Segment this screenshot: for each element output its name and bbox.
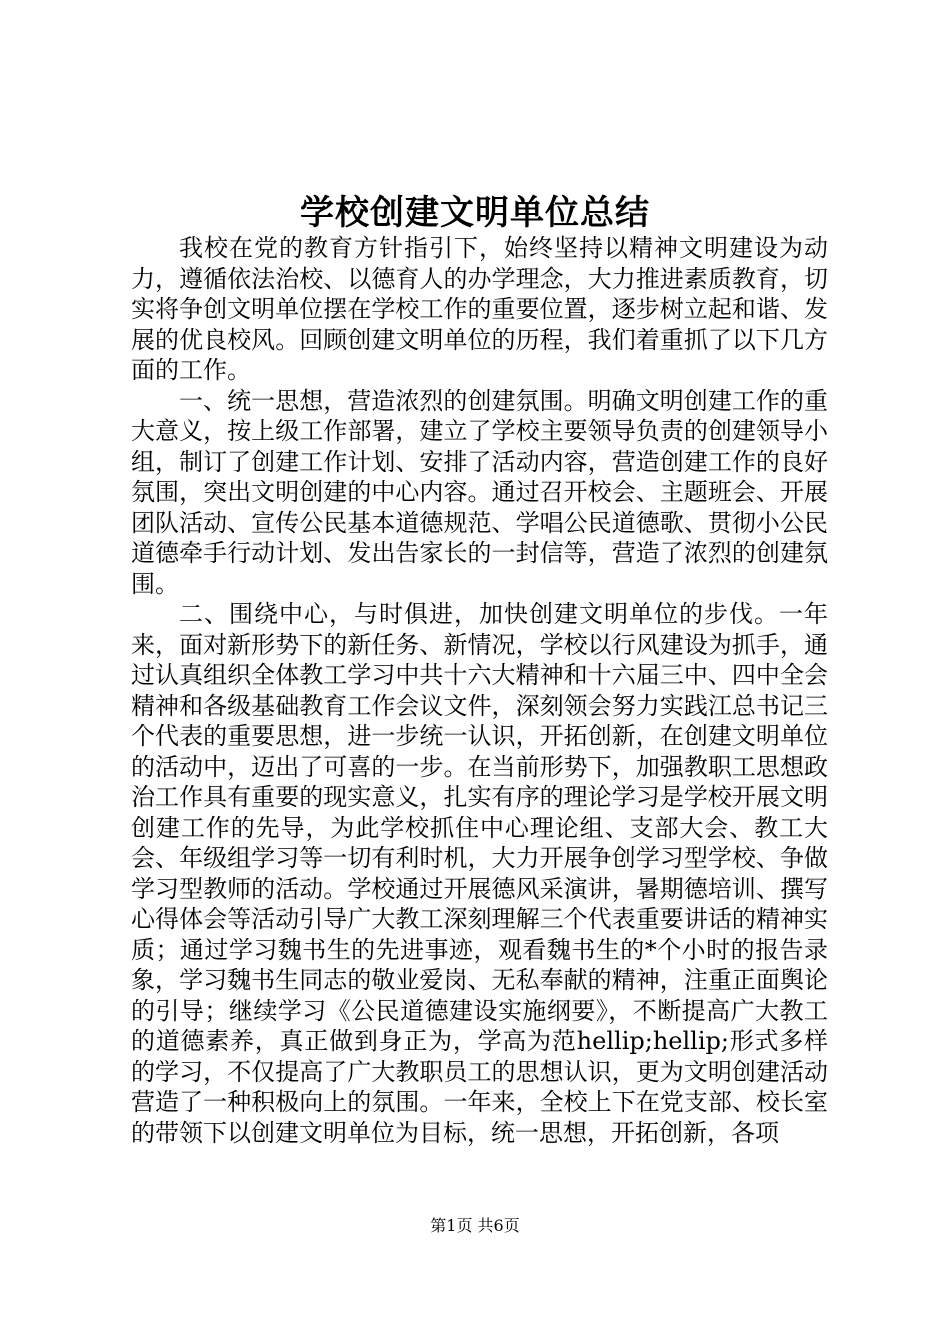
document-body [131, 233, 828, 1148]
paragraph-section-two: 二、围绕中心，与时俱进，加快创建文明单位的步伐。一年来，面对新形势下的新任务、新情况，学校以行风建设为抓手，通过认真组织全体教工学习中共十六大精神和十六届三中、四中全会精神和各级基础教育工作会议文件，深刻领会努力实践江总书记三个代表的重要思想，进一步统一认识，开拓创新，在创建文明单位的活动中，迈出了可喜的一步。在当前形势下，加强教职工思想政治工作具有重要的现实意义，扎实有序的理论学习是学校开展文明创建工作的先导，为此学校抓住中心理论组、支部大会、教工大会、年级组学习等一切有利时机，大力开展争创学习型学校、争做学习型教师的活动。学校通过开展德风采演讲，暑期德培训、撰写心得体会等活动引导广大教工深刻理解三个代表重要讲话的精神实质；通过学习魏书生的先进事迹，观看魏书生的*个小时的报告录象，学习魏书生同志的敬业爱岗、无私奉献的精神，注重正面舆论的引导；继续学习《公民道德建设实施纲要》，不断提高广大教工的道德素养，真正做到身正为，学高为范hellip;hellip;形式多样的学习，不仅提高了广大教职员工的思想认识，更为文明创建活动营造了一种积极向上的氛围。一年来，全校上下在党支部、校长室的带领下以创建文明单位为目标，统一思想，开拓创新，各项 [131, 600, 828, 1147]
paragraph-intro: 我校在党的教育方针指引下，始终坚持以精神文明建设为动力，遵循依法治校、以德育人的办学理念，大力推进素质教育，切实将争创文明单位摆在学校工作的重要位置，逐步树立起和谐、发展的优良校风。回顾创建文明单位的历程，我们着重抓了以下几方面的工作。 [131, 234, 828, 384]
paragraph-section-one: 一、统一思想，营造浓烈的创建氛围。明确文明创建工作的重大意义，按上级工作部署，建立了学校主要领导负责的创建领导小组，制订了创建工作计划、安排了活动内容，营造创建工作的良好氛围，突出文明创建的中心内容。通过召开校会、主题班会、开展团队活动、宣传公民基本道德规范、学唱公民道德歌、贯彻小公民道德牵手行动计划、发出告家长的一封信等，营造了浓烈的创建氛围。 [131, 386, 828, 598]
page-number-footer: 第1页 共6页 [430, 1216, 520, 1235]
document-title: 学校创建文明单位总结 [300, 193, 650, 233]
